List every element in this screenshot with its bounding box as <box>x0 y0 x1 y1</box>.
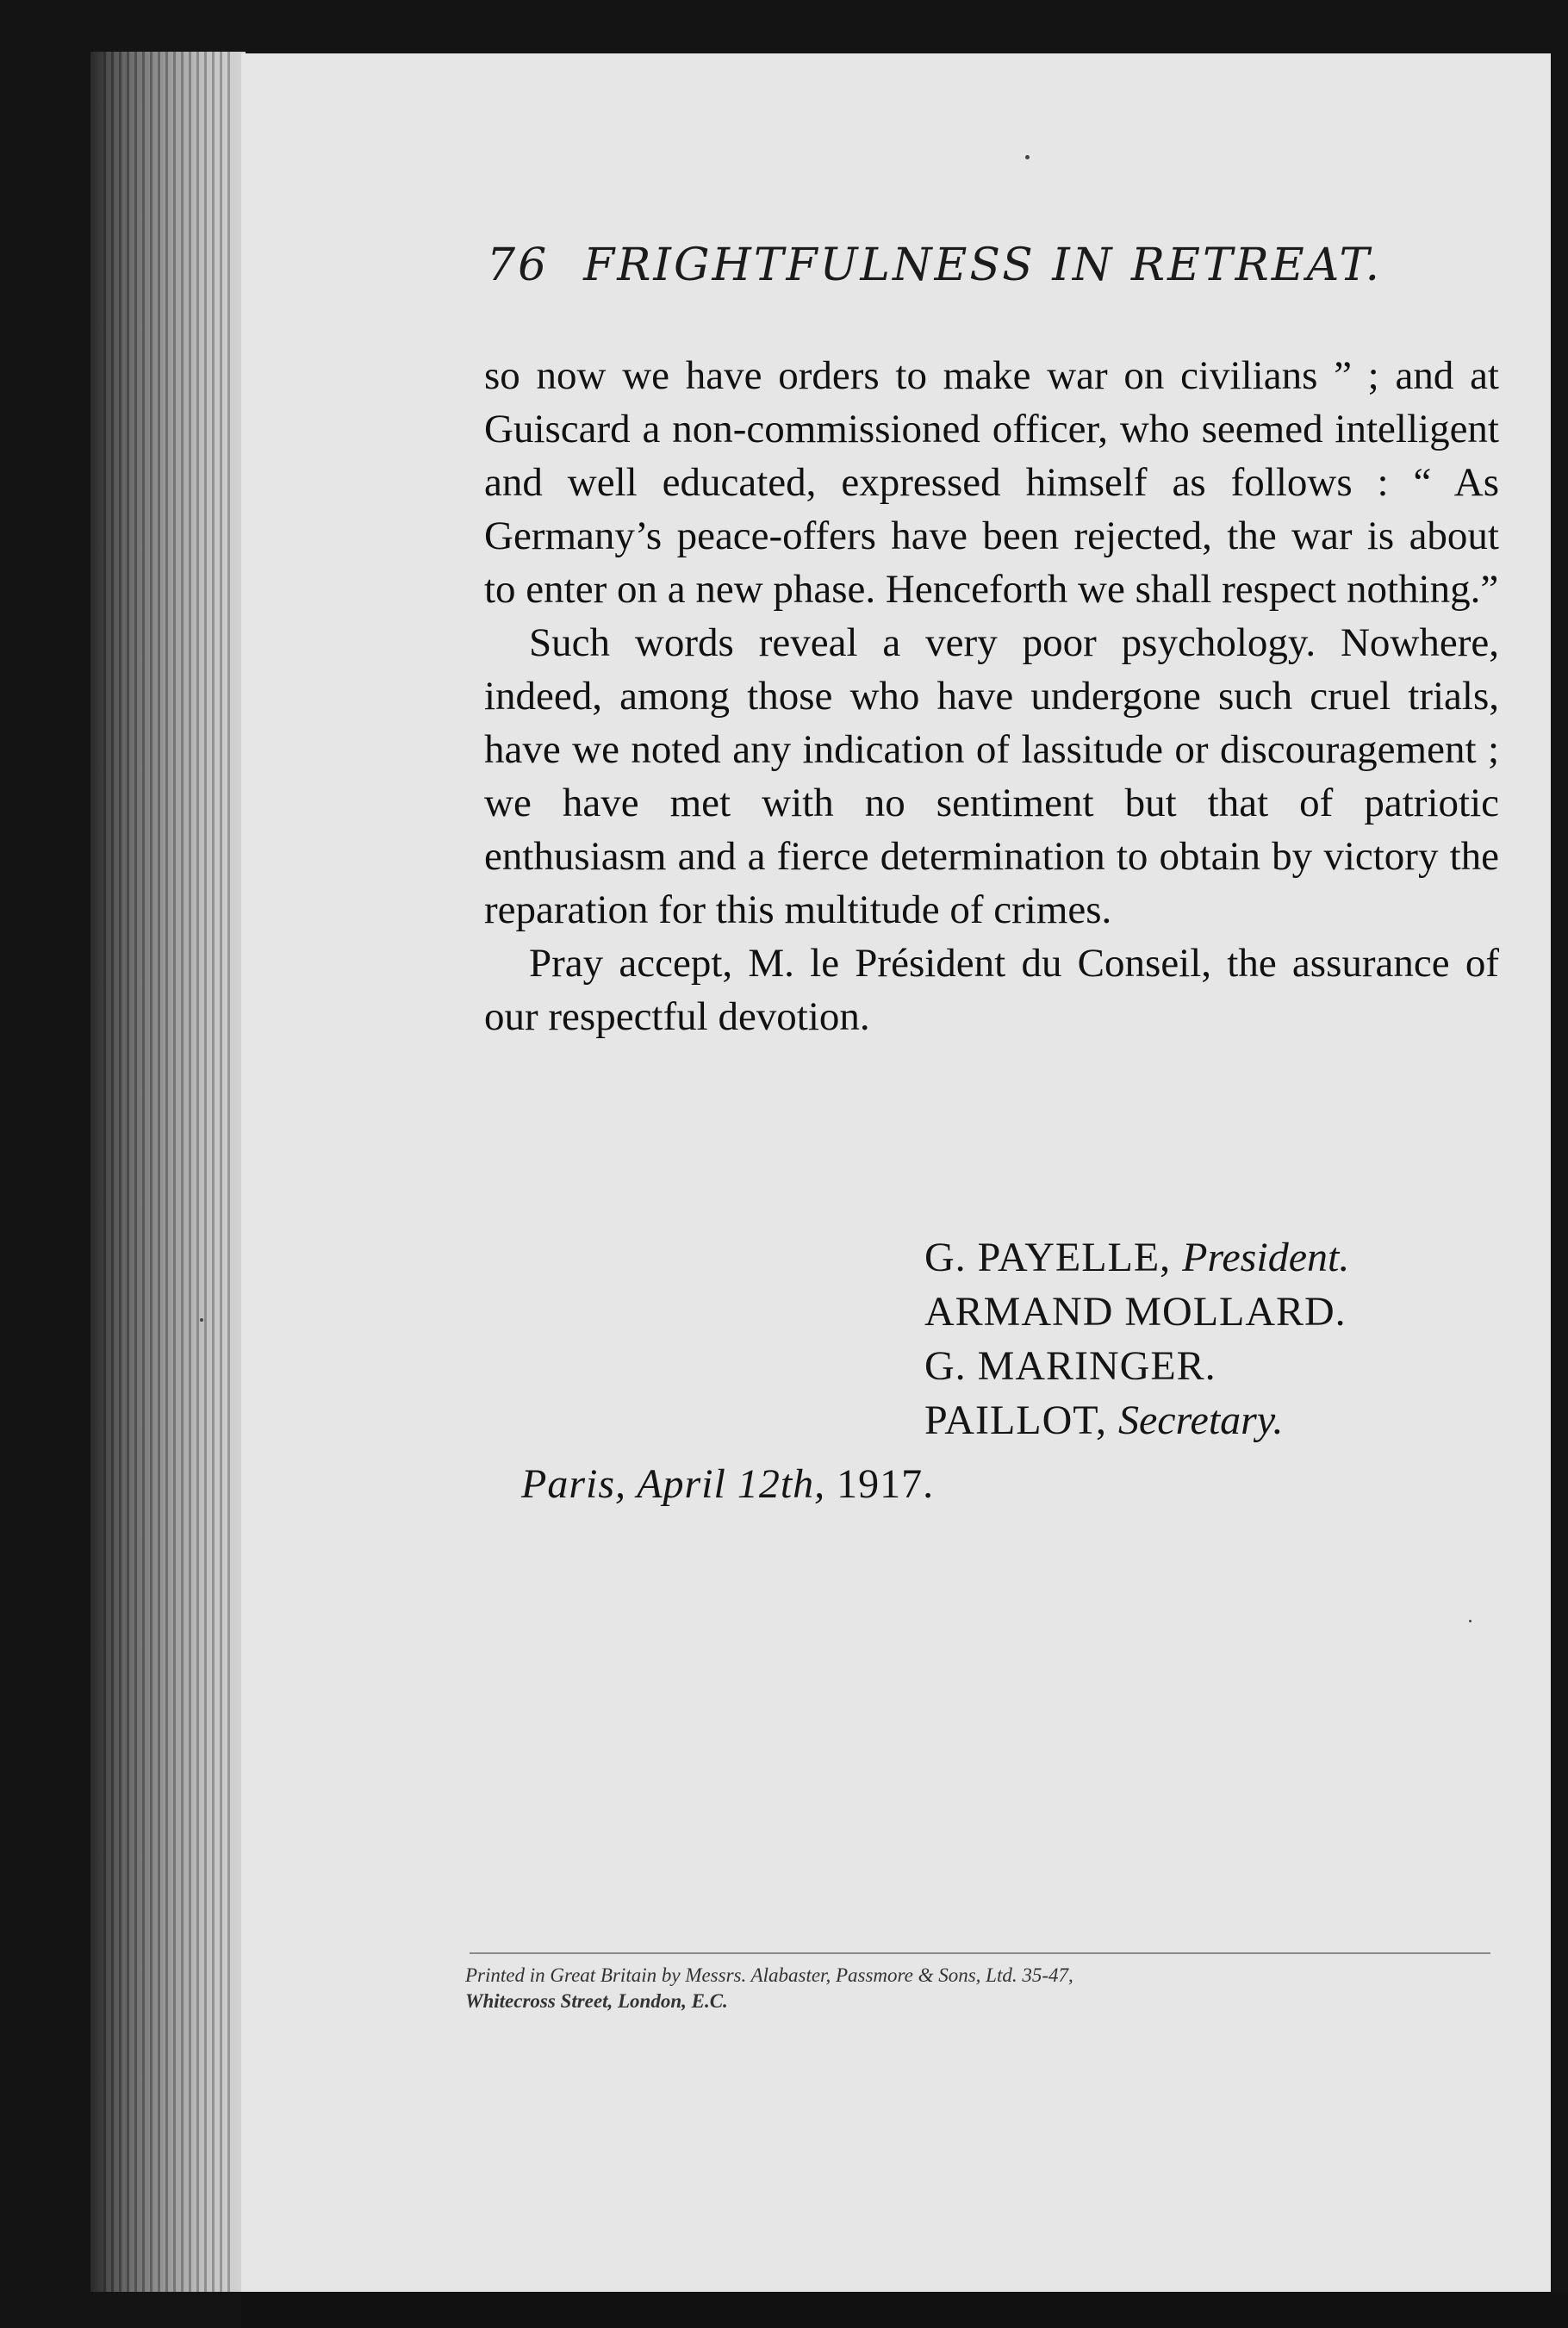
signature-line <box>924 1285 1349 1339</box>
signatory-name: G. PAYELLE, <box>924 1235 1172 1280</box>
running-header <box>487 240 1503 308</box>
body-text <box>484 349 1499 1043</box>
paragraph: so now we have orders to make war on civilians ” ; and at Guiscard a non-commissioned officer, who seemed intelligent and well educated, expressed himself as follows : “ As Germany’s peace-offers have been rejected, the war is about to enter on a new phase. Henceforth we shall respect nothing.” <box>484 353 1499 612</box>
imprint-line: Printed in Great Britain by Messrs. Alabaster, Passmore & Sons, Ltd. 35-47, <box>465 1964 1073 1986</box>
dateline <box>521 1460 934 1508</box>
signature-line <box>924 1339 1349 1393</box>
dateline-place: Paris, <box>521 1461 627 1507</box>
paragraph: Pray accept, M. le Président du Conseil, the assurance of our respectful devotion. <box>484 941 1499 1039</box>
printer-imprint <box>465 1963 1499 2014</box>
imprint-rule <box>470 1952 1490 1954</box>
page-number: 76 <box>487 240 550 291</box>
signature-line <box>924 1393 1349 1447</box>
signature-block <box>924 1230 1349 1447</box>
running-title: FRIGHTFULNESS IN RETREAT. <box>583 240 1383 291</box>
signature-line <box>924 1230 1349 1285</box>
signatory-name: ARMAND MOLLARD. <box>924 1289 1347 1335</box>
signatory-name: PAILLOT, <box>924 1397 1107 1443</box>
dateline-year: 1917. <box>837 1461 935 1507</box>
signatory-name: G. MARINGER. <box>924 1343 1216 1389</box>
scan-bottom-edge <box>241 2292 1568 2328</box>
page-speck <box>200 1318 203 1322</box>
imprint-line: Whitecross Street, London, E.C. <box>465 1990 728 2012</box>
dateline-date: April 12th, <box>637 1461 826 1507</box>
page-speck <box>1025 155 1030 159</box>
signatory-title: Secretary. <box>1118 1397 1284 1443</box>
signatory-title: President. <box>1182 1235 1350 1280</box>
paragraph: Such words reveal a very poor psychology. Nowhere, indeed, among those who have undergone such cruel trials, have we noted any indication of lassitude or discouragement ; we have met with no sentiment but that of patriotic enthusiasm and a fierce determination to obtain by victory the reparation for this multitude of crimes. <box>484 620 1499 932</box>
book-spine-texture <box>103 52 233 2292</box>
page-speck <box>1469 1620 1472 1622</box>
